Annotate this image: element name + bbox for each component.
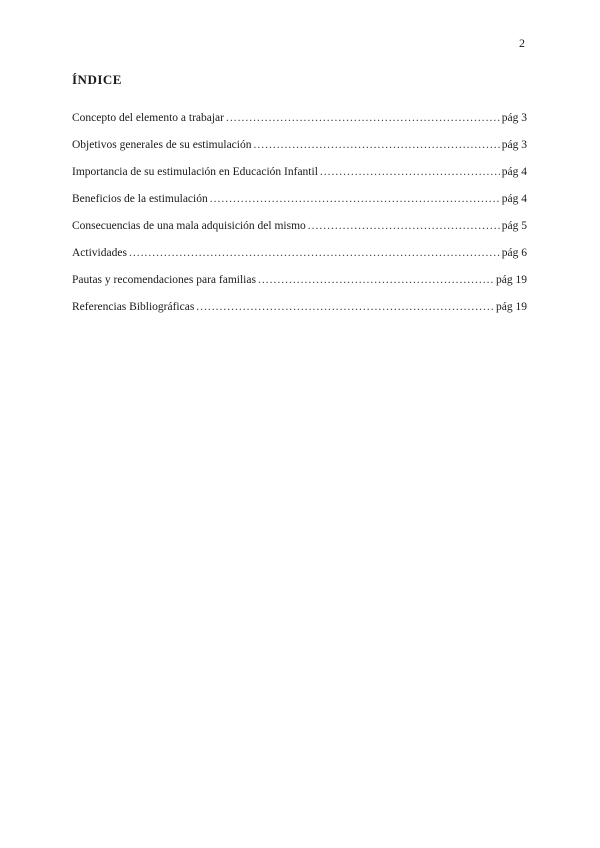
toc-entry-label: Beneficios de la estimulación: [72, 193, 208, 205]
toc-entry-page: pág 3: [501, 139, 527, 151]
toc-title: ÍNDICE: [72, 72, 122, 87]
toc-entry[interactable]: [72, 112, 527, 139]
toc-entry[interactable]: [72, 274, 527, 301]
toc-entry-page: pág 3: [501, 112, 527, 124]
toc-dot-leader: [320, 166, 500, 178]
toc-entry-page: pág 4: [501, 193, 527, 205]
toc-entry-label: Objetivos generales de su estimulación: [72, 139, 252, 151]
toc-entry[interactable]: [72, 139, 527, 166]
toc-entry-label: Referencias Bibliográficas: [72, 301, 195, 313]
toc-dot-leader: [129, 247, 500, 259]
toc-entry[interactable]: [72, 301, 527, 328]
toc-entry[interactable]: [72, 166, 527, 193]
toc-entry-label: Actividades: [72, 247, 127, 259]
toc-entry-label: Consecuencias de una mala adquisición del mismo: [72, 220, 306, 232]
toc-dot-leader: [253, 139, 499, 151]
toc-entry[interactable]: [72, 247, 527, 274]
toc-dot-leader: [258, 274, 494, 286]
toc-entry-page: pág 19: [496, 274, 527, 286]
toc-entry[interactable]: [72, 193, 527, 220]
toc-entry-page: pág 6: [501, 247, 527, 259]
toc-entry-page: pág 5: [501, 220, 527, 232]
toc-entry-page: pág 4: [501, 166, 527, 178]
toc-entry[interactable]: [72, 220, 527, 247]
toc-entry-label: Concepto del elemento a trabajar: [72, 112, 224, 124]
table-of-contents: [72, 112, 527, 328]
page-number: 2: [519, 36, 525, 50]
toc-entry-label: Importancia de su estimulación en Educación Infantil: [72, 166, 318, 178]
toc-dot-leader: [196, 301, 494, 313]
toc-entry-label: Pautas y recomendaciones para familias: [72, 274, 256, 286]
toc-dot-leader: [308, 220, 500, 232]
toc-dot-leader: [226, 112, 500, 124]
toc-dot-leader: [210, 193, 500, 205]
toc-entry-page: pág 19: [496, 301, 527, 313]
